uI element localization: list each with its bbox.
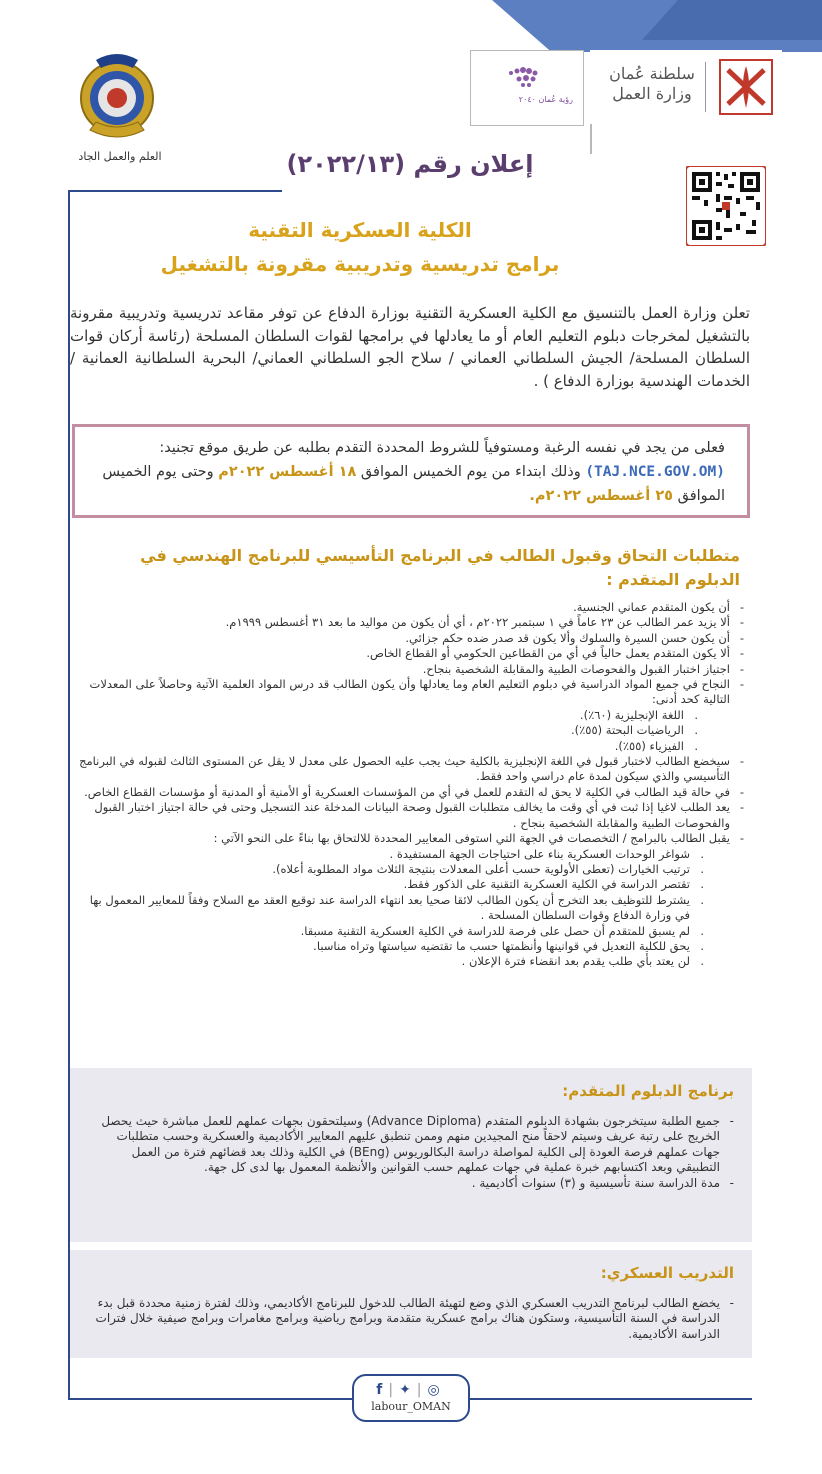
- military-training-title: التدريب العسكري:: [600, 1264, 734, 1282]
- list-item: - أن يكون حسن السيرة والسلوك وألا يكون قد صدر ضده حكم جزائي.: [74, 631, 730, 646]
- criteria-item: . لم يسبق للمتقدم أن حصل على فرصة للدراسة في الكلية العسكرية التقنية مسبقا.: [74, 924, 690, 939]
- application-notice-box: [72, 424, 750, 518]
- instagram-icon[interactable]: ◎: [427, 1382, 446, 1398]
- vision-2040-logo: [470, 50, 584, 126]
- end-date: ٢٥ أغسطس ٢٠٢٢م.: [529, 488, 674, 504]
- criteria-item: . تقتصر الدراسة في الكلية العسكرية التقنية على الذكور فقط.: [74, 877, 690, 892]
- social-media-badge[interactable]: [352, 1374, 470, 1422]
- list-item: - جميع الطلبة سيتخرجون بشهادة الدبلوم المتقدم (Advance Diploma) وسيلتحقون بجهات عملهم للعمل مباشرة حيث يحصل الخريج على رتبة عريف وسيتم لاحقاً منح المجيدين منهم وممن تنطبق عليهم المعايير الأكاديمية والعسكرية وحسب متطلبات جهات عملهم فرصة العودة إلى الكلية لمواصلة دراسة البكالوريوس (BEng) في الكلية وذلك بعد قضائهم فترة من العمل التطبيقي وبعد اكتسابهم خبرة عملية في جهات عملهم حسب القوانين والأنظمة المعمول بها لدى كل جهة.: [88, 1114, 720, 1176]
- frame-top-line: [68, 190, 282, 192]
- college-emblem-icon: [76, 52, 158, 144]
- notice-text-1: فعلى من يجد في نفسه الرغبة ومستوفياً للشروط المحددة التقدم بطلبه عن طريق موقع تجنيد:: [159, 440, 725, 456]
- criteria-item: . يشترط للتوظيف بعد التخرج أن يكون الطالب لائقا صحيا بعد انتهاء الدراسة عند توقيع العقد مع السلاح وفقاً للمعايير المعمول بها في وزارة الدفاع وقوات السلطان المسلحة .: [74, 893, 690, 924]
- application-url-link[interactable]: (TAJ.NCE.GOV.OM): [585, 464, 725, 480]
- list-item: - ألا يزيد عمر الطالب عن ٢٣ عاماً في ١ سبتمبر ٢٠٢٢م ، أي أن يكون من مواليد ما بعد ٣١ أغسطس ١٩٩٩م.: [74, 615, 730, 630]
- criteria-item: . ترتيب الخيارات (تعطى الأولوية حسب أعلى المعدلات بنتيجة الثلاث مواد المطلوبة أعلاه).: [74, 862, 690, 877]
- diploma-program-title: برنامج الدبلوم المتقدم:: [562, 1082, 734, 1100]
- list-item: - في حالة قيد الطالب في الكلية لا يحق له التقدم للعمل في أي من المؤسسات العسكرية أو الأمنية أو المدنية أو مؤسسات القطاع الخاص.: [74, 785, 730, 800]
- diploma-program-panel: [70, 1068, 752, 1242]
- subject-item: . اللغة الإنجليزية (٦٠٪).: [74, 708, 684, 723]
- program-subtitle: برامج تدريسية وتدريبية مقرونة بالتشغيل: [160, 252, 560, 276]
- qr-code[interactable]: [686, 166, 766, 246]
- intro-paragraph: تعلن وزارة العمل بالتنسيق مع الكلية العسكرية التقنية بوزارة الدفاع عن توفر مقاعد تدريسية وتدريبية مقرونة بالتشغيل لمخرجات دبلوم التعليم العام أو ما يعادلها في برامجها لقوات السلطان المسلحة (رئاسة أركان قوات السلطان المسلحة/ الجيش السلطاني العماني / سلاح الجو السلطاني العماني/ البحرية السلطانية العمانية / الخدمات الهندسية بوزارة الدفاع ) .: [70, 304, 750, 390]
- emblem-caption: العلم والعمل الجاد: [78, 150, 162, 163]
- notice-text-2: وذلك ابتداء من يوم الخميس الموافق: [356, 464, 586, 480]
- subject-item: . الرياضيات البحتة (٥٥٪).: [74, 723, 684, 738]
- separator: |: [388, 1382, 400, 1398]
- list-item: - يخضع الطالب لبرنامج التدريب العسكري الذي وضع لتهيئة الطالب للدخول للبرنامج الأكاديمي، وذلك لفترة زمنية محددة قبل بدء الدراسة في السنة التأسيسية، وستكون هناك برامج عسكرية متقدمة وبرامج رياضية وبرامج مغامرات وبرامج صيفية خلال فترات الدراسة الأكاديمية.: [88, 1296, 720, 1342]
- criteria-item: . لن يعتد بأي طلب يقدم بعد انقضاء فترة الإعلان .: [74, 954, 690, 969]
- social-handle: labour_OMAN: [371, 1400, 451, 1413]
- ministry-name-line2: وزارة العمل: [612, 84, 692, 103]
- list-item: - مدة الدراسة سنة تأسيسية و (٣) سنوات أكاديمية .: [88, 1176, 720, 1191]
- announcement-title: إعلان رقم (٢٠٢٢/١٣): [286, 150, 534, 178]
- start-date: ١٨ أغسطس ٢٠٢٢م: [218, 464, 357, 480]
- header-logos: [470, 50, 782, 124]
- facebook-icon[interactable]: f: [376, 1382, 389, 1398]
- list-item: - يعد الطلب لاغيا إذا ثبت في أي وقت ما يخالف متطلبات القبول وصحة البيانات المدخلة عند التسجيل وحتى في حالة اجتياز اختبار القبول والفحوصات الطبية والمقابلة الشخصية بنجاح .: [74, 800, 730, 831]
- list-item: - أن يكون المتقدم عماني الجنسية.: [74, 600, 730, 615]
- frame-right-line: [590, 124, 592, 154]
- vision-logo-text: رؤية عُمان ٢٠٤٠: [518, 95, 573, 104]
- ministry-name: [606, 64, 698, 104]
- requirements-title: متطلبات التحاق وقبول الطالب في البرنامج التأسيسي للبرنامج الهندسي في الدبلوم المتقدم :: [140, 546, 740, 589]
- subject-item: . الفيزياء (٥٥٪).: [74, 739, 684, 754]
- military-training-panel: [70, 1250, 752, 1358]
- list-item: - سيخضع الطالب لاختبار قبول في اللغة الإنجليزية بالكلية حيث يجب عليه الحصول على معدل لا يقل عن المستوى الثالث لقبوله في البرنامج التأسيسي والذي سيكون لمدة عام دراسي واحد فقط.: [74, 754, 730, 785]
- notice-text-3: وحتى يوم الخميس الموافق: [102, 464, 725, 504]
- ministry-name-line1: سلطنة عُمان: [609, 64, 695, 83]
- oman-emblem-icon: [716, 56, 776, 118]
- ministry-divider: [705, 62, 706, 112]
- requirements-list: [74, 600, 744, 970]
- list-item: - اجتياز اختبار القبول والفحوصات الطبية والمقابلة الشخصية بنجاح.: [74, 662, 730, 677]
- criteria-item: . يحق للكلية التعديل في قوانينها وأنظمتها حسب ما تقتضيه سياستها وتراه مناسبا.: [74, 939, 690, 954]
- list-item: - ألا يكون المتقدم يعمل حالياً في أي من القطاعين الحكومي أو القطاع الخاص.: [74, 646, 730, 661]
- list-item: - يقبل الطالب بالبرامج / التخصصات في الجهة التي استوفى المعايير المحددة للالتحاق بها بناءً على النحو الآتي :: [74, 831, 730, 846]
- criteria-item: . شواغر الوحدات العسكرية بناء على احتياجات الجهة المستفيدة .: [74, 847, 690, 862]
- ministry-logo: [590, 50, 782, 124]
- social-icons: [354, 1382, 468, 1398]
- separator: |: [416, 1382, 428, 1398]
- twitter-icon[interactable]: ✦: [399, 1382, 417, 1398]
- college-name: الكلية العسكرية التقنية: [248, 218, 472, 242]
- list-item: - النجاح في جميع المواد الدراسية في دبلوم التعليم العام وما يعادلها وأن يكون الطالب قد درس المواد العلمية الآتية وحاصلاً على المعدلات التالية كحد أدنى:: [74, 677, 730, 708]
